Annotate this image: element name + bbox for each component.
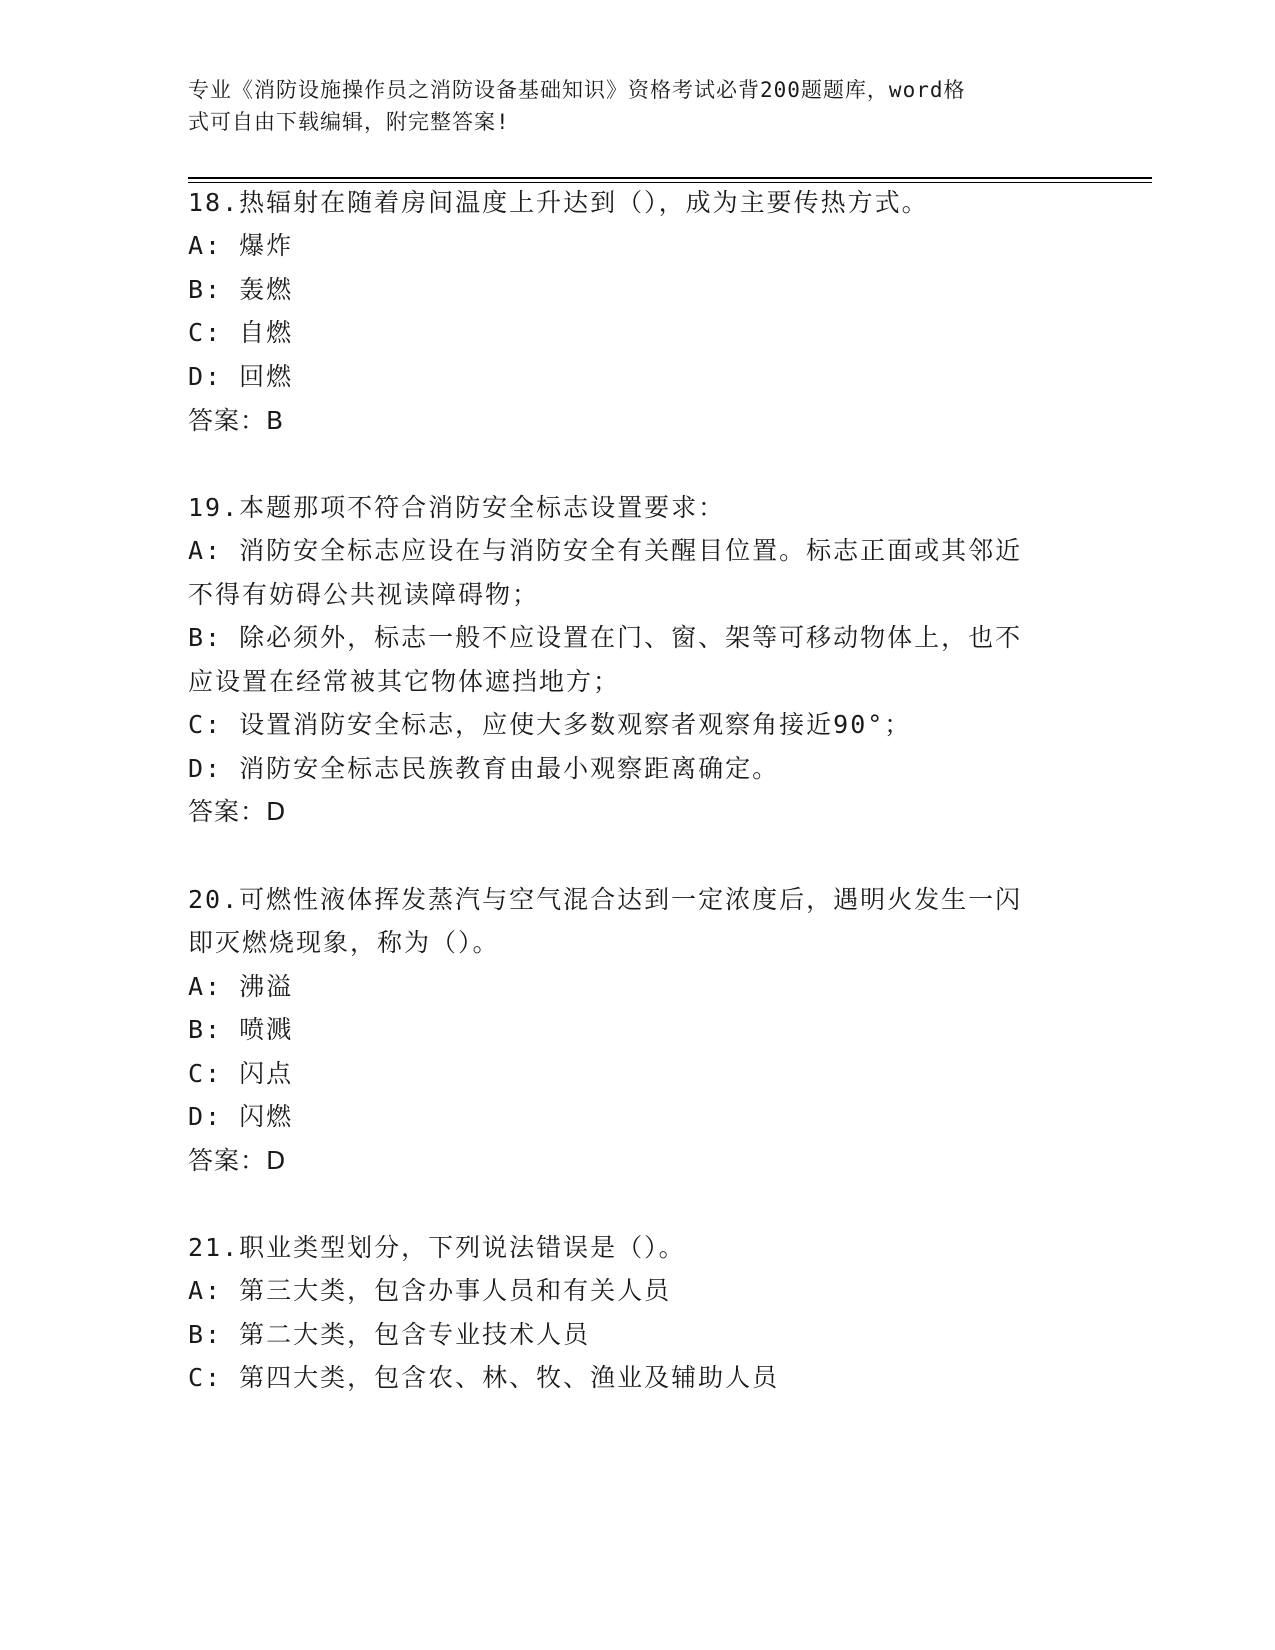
question-text: 19.本题那项不符合消防安全标志设置要求：: [188, 493, 726, 522]
option-c: C: 第四大类，包含农、林、牧、渔业及辅助人员: [188, 1363, 780, 1392]
header-divider-thin: [188, 182, 1152, 183]
question-text-line-1: 20.可燃性液体挥发蒸汽与空气混合达到一定浓度后，遇明火发生一闪: [188, 885, 1023, 914]
option-b: B: 喷溅: [188, 1015, 294, 1044]
option-a: A: 爆炸: [188, 231, 294, 260]
question-text-line-2: 即灭燃烧现象，称为（）。: [188, 928, 500, 957]
option-c: C: 闪点: [188, 1059, 294, 1088]
answer-text: 答案：B: [188, 406, 285, 435]
answer-text: 答案：D: [188, 797, 287, 826]
document-title-line-2: 式可自由下载编辑，附完整答案!: [188, 110, 510, 134]
option-d: D: 消防安全标志民族教育由最小观察距离确定。: [188, 754, 780, 783]
option-a: A: 沸溢: [188, 972, 294, 1001]
question-text: 18.热辐射在随着房间温度上升达到（），成为主要传热方式。: [188, 188, 929, 217]
option-a-line-1: A: 消防安全标志应设在与消防安全有关醒目位置。标志正面或其邻近: [188, 536, 1023, 565]
option-d: D: 闪燃: [188, 1102, 294, 1131]
document-title-line-1: 专业《消防设施操作员之消防设备基础知识》资格考试必背200题题库，word格: [188, 78, 966, 102]
option-a-line-2: 不得有妨碍公共视读障碍物；: [188, 580, 540, 609]
answer-text: 答案：D: [188, 1146, 287, 1175]
header-divider-thick: [188, 177, 1152, 179]
option-b: B: 轰燃: [188, 275, 294, 304]
option-b: B: 第二大类，包含专业技术人员: [188, 1320, 591, 1349]
option-d: D: 回燃: [188, 362, 294, 391]
option-b-line-2: 应设置在经常被其它物体遮挡地方；: [188, 667, 621, 696]
option-c: C: 设置消防安全标志，应使大多数观察者观察角接近90°；: [188, 710, 912, 739]
document-title: [188, 74, 1068, 138]
option-c: C: 自燃: [188, 318, 294, 347]
question-text: 21.职业类型划分，下列说法错误是（）。: [188, 1233, 686, 1262]
option-b-line-1: B: 除必须外，标志一般不应设置在门、窗、架等可移动物体上，也不: [188, 623, 1023, 652]
option-a: A: 第三大类，包含办事人员和有关人员: [188, 1276, 672, 1305]
